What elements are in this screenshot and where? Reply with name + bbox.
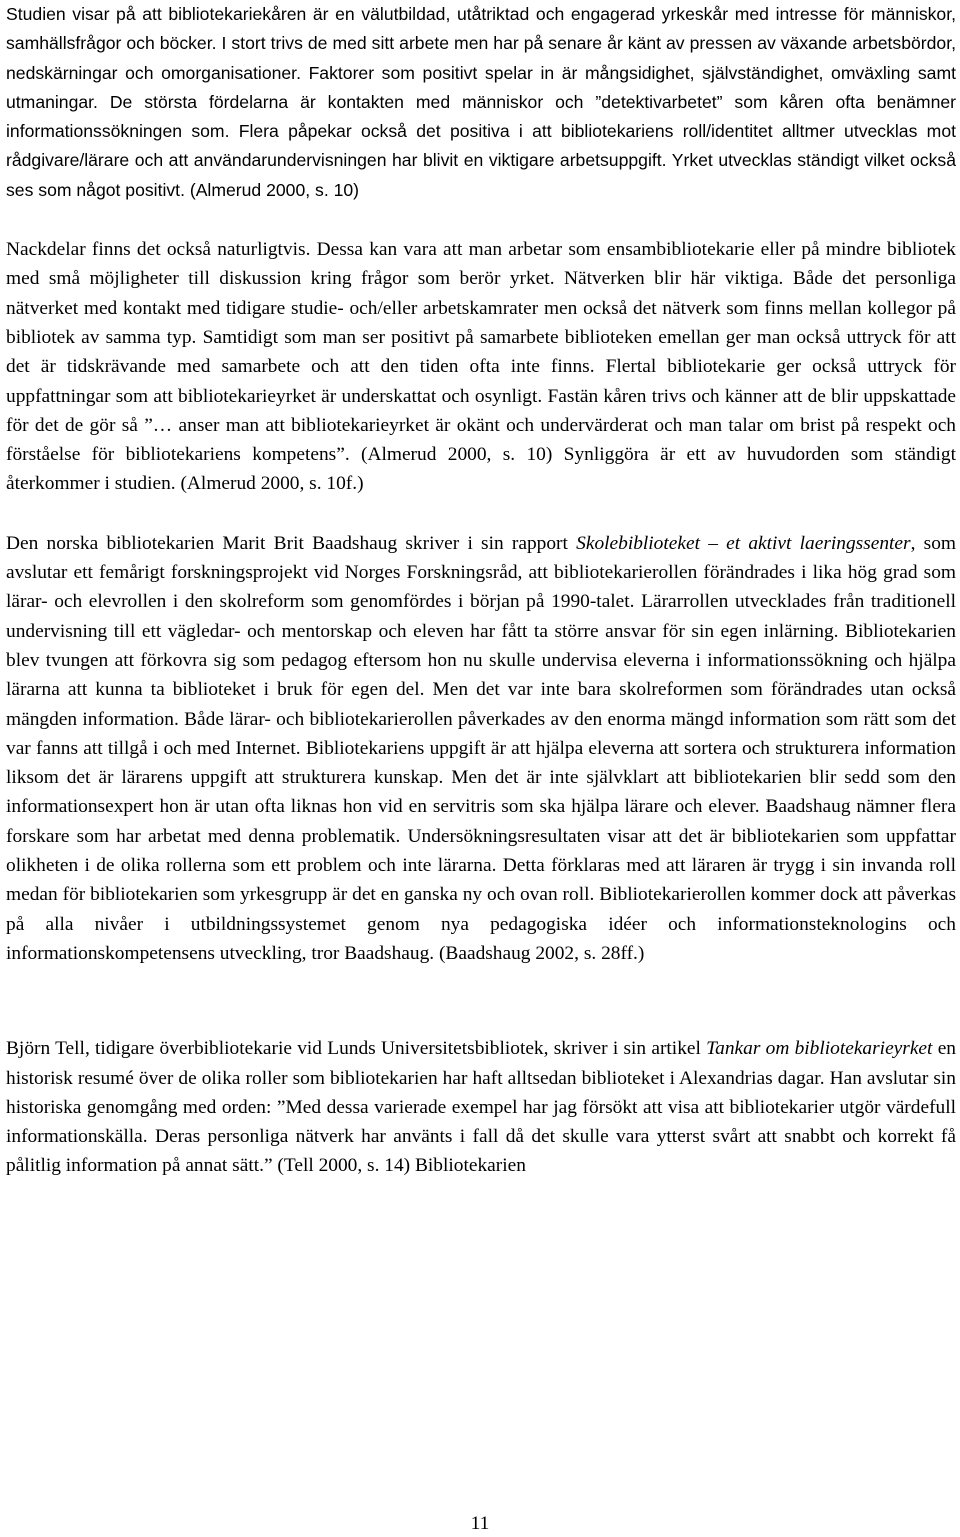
article-title: Tankar om bibliotekarieyrket — [706, 1038, 933, 1060]
paragraph-text: Björn Tell, tidigare överbibliotekarie vid Lunds Universitetsbibliotek, skriver i sin artikel — [6, 1038, 707, 1060]
paragraph-text: Den norska bibliotekarien Marit Brit Baadshaug skriver i sin rapport — [6, 532, 577, 554]
paragraph-tell — [6, 1034, 956, 1180]
paragraph-text: en historisk resumé över de olika roller som bibliotekarien har haft alltsedan biblioteket i Alexandrias dagar. Han avslutar sin historiska genomgång med orden: ”Med dessa varierade exempel har jag försökt att visa att bibliotekarier utgör värdefull informationskälla. Deras personliga nätverk har använts i fall då det skulle vara ytterst svårt att snabbt och korrekt få pålitlig information på annat sätt.” (Tell 2000, s. 14) Bibliotekarien — [6, 1038, 956, 1177]
paragraph-text: , som avslutar ett femårigt forskningsprojekt vid Norges Forskningsråd, att bibliotekarierollen förändrades i lika hög grad som lärar- och elevrollen i den skolreform som genomfördes i början på 1990-talet. Lärarrollen utvecklades från traditionell undervisning till ett vägledar- och mentorskap och eleven har fått ta större ansvar för sin egen inlärning. Bibliotekarien blev tvungen att förkovra sig som pedagog eftersom hon nu skulle undervisa eleverna i informationssökning och hjälpa lärarna att kunna ta biblioteket i bruk för egen del. Men det var inte bara skolreformen som förändrades utan också mängden information. Både lärar- och bibliotekarierollen påverkades av den enorma mängd information som rätt som det var fanns att tillgå i och med Internet. Bibliotekariens uppgift är att hjälpa eleverna att sortera och strukturera information liksom det är lärarens uppgift att strukturera kunskap. Men det är inte självklart att bibliotekarien blir sedd som den informationsexpert hon är utan ofta liknas hon vid en servitris som ska hjälpa lärare och elever. Baadshaug nämner flera forskare som har arbetat med denna problematik. Undersökningsresultaten visar att det är bibliotekarien som uppfattar olikheten i de olika rollerna som ett problem och inte lärarna. Detta förklaras med att läraren är trygg i sin invanda roll medan för bibliotekarien som yrkesgrupp är det en ganska ny och ovan roll. Bibliotekarierollen kommer dock att påverkas på alla nivåer i utbildningssystemet genom nya pedagogiska idéer och informationsteknologins och informationskompetensens utveckling, tror Baadshaug. (Baadshaug 2002, s. 28ff.) — [6, 532, 956, 964]
document-page — [6, 0, 956, 1181]
paragraph-study-summary: Studien visar på att bibliotekariekåren är en välutbildad, utåtriktad och engagerad yrkeskår med intresse för människor, samhällsfrågor och böcker. I stort trivs de med sitt arbete men har på senare år känt av pressen av växande arbetsbördor, nedskärningar och omorganisationer. Faktorer som positivt spelar in är mångsidighet, självständighet, omväxling samt utmaningar. De största fördelarna är kontakten med människor och ”detektivarbetet” som kåren ofta benämner informationssökningen som. Flera påpekar också det positiva i att bibliotekariens roll/identitet alltmer utvecklas mot rådgivare/lärare och att användarundervisningen har blivit en viktigare arbetsuppgift. Yrket utvecklas ständigt vilket också ses som något positivt. (Almerud 2000, s. 10) — [6, 4, 956, 200]
page-number: 11 — [470, 1513, 490, 1534]
paragraph-disadvantages: Nackdelar finns det också naturligtvis. Dessa kan vara att man arbetar som ensambibliotekarie eller på mindre bibliotek med små möjligheter till diskussion kring frågor som berör yrket. Nätverken blir här viktiga. Både det personliga nätverket med kontakt med tidigare studie- och/eller arbetskamrater men också det nätverk som finns mellan kollegor på bibliotek av samma typ. Samtidigt som man ser positivt på samarbete biblioteken emellan ger man också uttryck för att det är tidskrävande med samarbete och att den tiden ofta inte finns. Flertal bibliotekarie ger också uttryck för uppfattningar som att bibliotekarieyrket är underskattat och osynligt. Fastän kåren trivs och känner att de blir uppskattade för det de gör så ”… anser man att bibliotekarieyrket är okänt och undervärderat och man talar om brist på respekt och förståelse för bibliotekariens kompetens”. (Almerud 2000, s. 10) Synliggöra är ett av huvudorden som ständigt återkommer i studien. (Almerud 2000, s. 10f.) — [6, 239, 956, 495]
paragraph-baadshaug — [6, 529, 956, 968]
report-title: Skolebiblioteket – et aktivt laeringssenter — [576, 532, 911, 554]
